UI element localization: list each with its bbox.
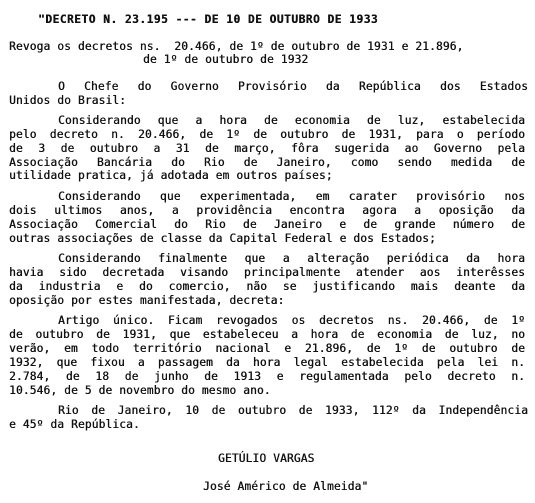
considering-3-line: da industria e do comercio, não se justificando mais deante da	[9, 280, 525, 293]
considering-3-line: Considerando finalmente que a alteração periódica da hora	[58, 252, 525, 265]
considering-1-line: de 3 de outubro a 31 de março, fôra sugerida ao Governo pela	[9, 142, 525, 155]
considering-1-line: utilidade pratica, já adotada em outros países;	[9, 169, 333, 182]
signature-minister: José Américo de Almeida"	[203, 480, 369, 493]
signature-president: GETÚLIO VARGAS	[218, 452, 315, 465]
closing-line: Rio de Janeiro, 10 de outubro de 1933, 112º da Independência	[58, 404, 528, 417]
preamble-line: O Chefe do Governo Provisório da República dos Estados	[58, 80, 528, 93]
decree-summary-line: de 1º de outubro de 1932	[143, 53, 309, 66]
decree-title: "DECRETO N. 23.195 --- DE 10 DE OUTUBRO DE 1933	[38, 13, 379, 26]
article-line: Artigo único. Ficam revogados os decretos ns. 20.466, de 1º	[58, 314, 525, 327]
decree-summary-line: Revoga os decretos ns. 20.466, de 1º de outubro de 1931 e 21.896,	[9, 40, 464, 53]
article-line: 1932, que fixou a passagem da hora legal estabelecida pela lei n.	[9, 356, 525, 369]
closing-line: e 45º da República.	[9, 418, 140, 431]
considering-1-line: Considerando que a hora de economia de luz, estabelecida	[58, 114, 525, 127]
considering-2-line: outras associações de classe da Capital Federal e dos Estados;	[9, 232, 436, 245]
article-line: 2.784, de 18 de junho de 1913 e regulamentada pelo decreto n.	[9, 370, 525, 383]
considering-2-line: Associação Comercial do Rio de Janeiro e de grande número de	[9, 218, 525, 231]
preamble-line: Unidos do Brasil:	[9, 94, 127, 107]
considering-2-line: Considerando que experimentada, em carater provisório nos	[58, 190, 525, 203]
considering-3-line: havia sido decretada visando principalmente atender aos interêsses	[9, 266, 525, 279]
considering-1-line: Associação Bancária do Rio de Janeiro, como sendo medida de	[9, 156, 525, 169]
considering-1-line: pelo decreto n. 20.466, de 1º de outubro de 1931, para o período	[9, 128, 525, 141]
article-line: de outubro de 1931, que estabeleceu a hora de economia de luz, no	[9, 328, 525, 341]
article-line: verão, em todo território nacional e 21.896, de 1º de outubro de	[9, 342, 525, 355]
considering-3-line: oposição por estes manifestada, decreta:	[9, 294, 285, 307]
considering-2-line: dois ultimos anos, a providência encontra agora a oposição da	[9, 204, 525, 217]
article-line: 10.546, de 5 de novembro do mesmo ano.	[9, 384, 271, 397]
